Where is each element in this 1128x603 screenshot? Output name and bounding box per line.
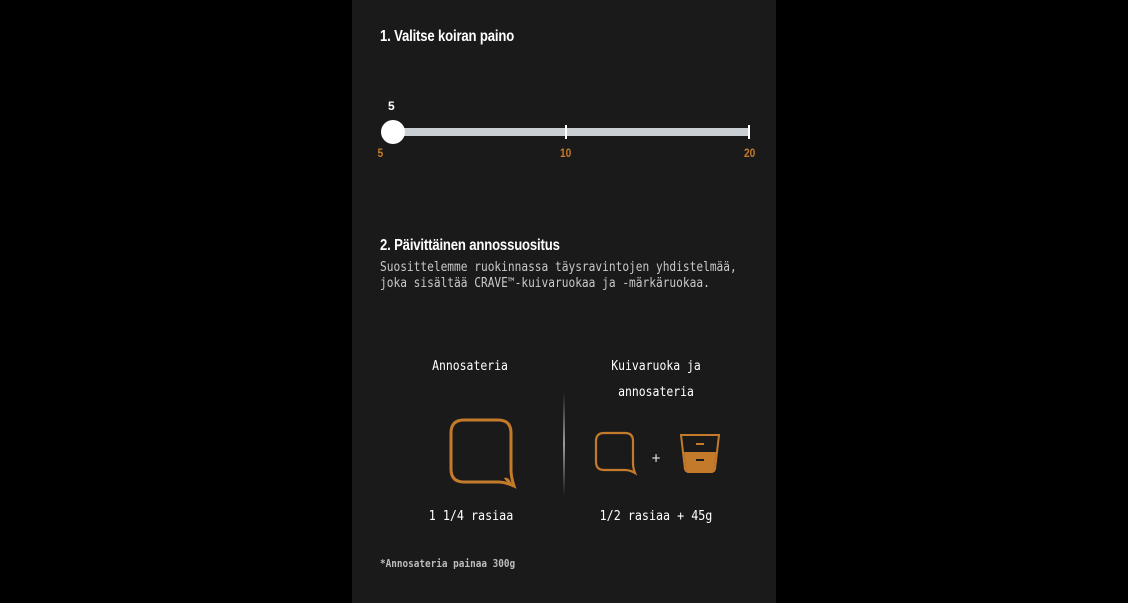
footnote: *Annosateria painaa 300g bbox=[380, 557, 516, 570]
option-mixed-title-line1: Kuivaruoka ja bbox=[611, 359, 701, 374]
slider-tick-label-min: 5 bbox=[377, 146, 384, 160]
option-wet-amount: 1 1/4 rasiaa bbox=[428, 509, 514, 524]
weight-slider-thumb[interactable] bbox=[381, 120, 405, 144]
step1-title: 1. Valitse koiran paino bbox=[380, 28, 515, 45]
measuring-cup-icon bbox=[678, 432, 722, 474]
step2-title: 2. Päivittäinen annossuositus bbox=[380, 237, 560, 254]
options-divider bbox=[563, 392, 565, 496]
option-mixed-title-line2: annosateria bbox=[618, 385, 694, 400]
tray-icon bbox=[448, 418, 518, 490]
weight-slider-track[interactable] bbox=[392, 128, 750, 136]
option-wet-title: Annosateria bbox=[432, 359, 508, 374]
slider-tick-label-max: 20 bbox=[744, 146, 756, 160]
slider-tick-label-mid: 10 bbox=[560, 146, 572, 160]
tray-icon bbox=[594, 431, 638, 476]
plus-sign: + bbox=[651, 451, 662, 465]
slider-value-label: 5 bbox=[388, 99, 395, 113]
slider-tick-20 bbox=[748, 125, 750, 139]
option-mixed-amount: 1/2 rasiaa + 45g bbox=[599, 509, 713, 524]
option-mixed-title bbox=[592, 354, 720, 406]
step2-description: Suosittelemme ruokinnassa täysravintojen yhdistelmää, joka sisältää CRAVE™-kuivaruokaa ja -märkäruokaa. bbox=[380, 260, 737, 291]
slider-tick-10 bbox=[565, 125, 567, 139]
